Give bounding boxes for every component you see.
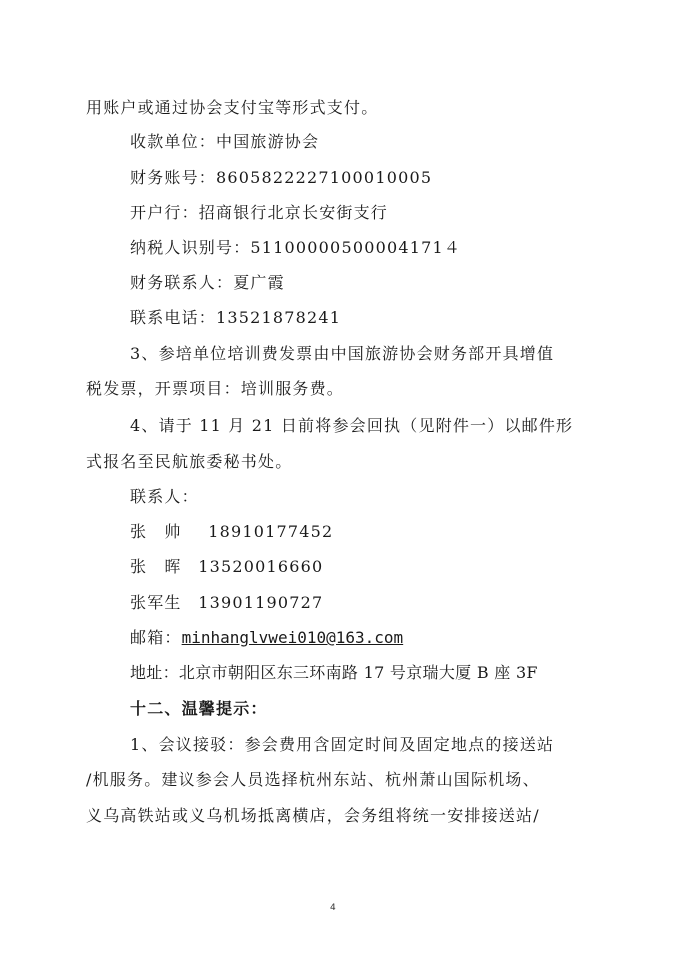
contact-phone: 18910177452 bbox=[208, 522, 334, 541]
email-label: 邮箱： bbox=[130, 628, 182, 647]
contact-row-1 bbox=[130, 522, 333, 542]
text-line-phone: 联系电话：13521878241 bbox=[130, 308, 342, 327]
text-line-payee: 收款单位：中国旅游协会 bbox=[130, 132, 320, 151]
text-line-account: 财务账号：8605822227100010005 bbox=[130, 168, 433, 187]
email-link[interactable]: minhanglvwei010@163.com bbox=[181, 628, 404, 647]
text-line-contacts-label: 联系人： bbox=[130, 487, 199, 506]
contact-name: 张军生 bbox=[130, 593, 182, 612]
page-number: 4 bbox=[330, 903, 336, 913]
contact-phone: 13520016660 bbox=[198, 557, 324, 576]
text-line-finance-contact: 财务联系人：夏广霞 bbox=[130, 273, 285, 292]
text-line-invoice-2: 税发票，开票项目：培训服务费。 bbox=[86, 379, 345, 398]
contact-name: 张 帅 bbox=[130, 522, 182, 541]
text-line-tips-2: /机服务。建议参会人员选择杭州东站、杭州萧山国际机场、 bbox=[86, 770, 540, 789]
contact-row-2 bbox=[130, 557, 323, 577]
contact-name: 张 晖 bbox=[130, 557, 182, 576]
text-line-registration-1: 4、请于 11 月 21 日前将参会回执（见附件一）以邮件形 bbox=[130, 416, 574, 435]
contact-phone: 13901190727 bbox=[198, 593, 324, 612]
text-line-tax-id: 纳税人识别号：51100000500004171４ bbox=[130, 238, 462, 257]
section-heading-tips: 十二、温馨提示： bbox=[130, 699, 268, 718]
text-line-payment: 用账户或通过协会支付宝等形式支付。 bbox=[86, 98, 379, 117]
text-line-bank: 开户行：招商银行北京长安街支行 bbox=[130, 203, 389, 222]
text-line-address: 地址：北京市朝阳区东三环南路 17 号京瑞大厦 B 座 3F bbox=[130, 663, 538, 682]
text-line-tips-3: 义乌高铁站或义乌机场抵离横店，会务组将统一安排接送站/ bbox=[86, 806, 540, 825]
text-line-invoice-1: 3、参培单位培训费发票由中国旅游协会财务部开具增值 bbox=[130, 344, 555, 363]
contact-row-3 bbox=[130, 593, 323, 613]
text-line-registration-2: 式报名至民航旅委秘书处。 bbox=[86, 452, 293, 471]
text-line-tips-1: 1、会议接驳：参会费用含固定时间及固定地点的接送站 bbox=[130, 735, 555, 754]
email-row bbox=[130, 628, 403, 648]
